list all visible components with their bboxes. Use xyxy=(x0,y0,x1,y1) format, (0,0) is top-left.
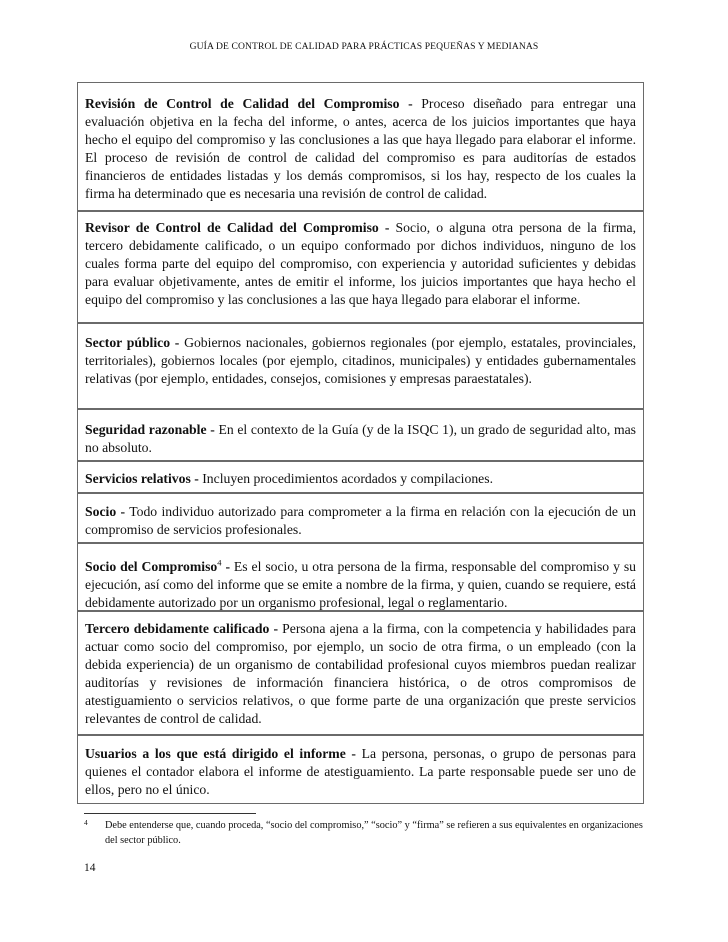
footnote-mark: 4 xyxy=(84,818,88,827)
glossary-term: Seguridad razonable - xyxy=(85,422,215,437)
glossary-definition: Proceso diseñado para entregar una evaluación objetiva en la fecha del informe, o antes, acerca de los juicios importantes que haya hecho el equipo del compromiso y las conclusiones a las que haya llegado para elaborar el informe. El proceso de revisión de control de calidad del compromiso es para auditorías de estados financieros de entidades listadas y los demás compromisos, si los hay, respecto de los cuales la firma ha determinado que es necesaria una revisión de control de calidad. xyxy=(85,96,636,201)
glossary-definition: Gobiernos nacionales, gobiernos regionales (por ejemplo, estatales, provinciales, territoriales), gobiernos locales (por ejemplo, citadinos, municipales) y entidades gubernamentales relativas (por ejemplo, entidades, consejos, comisiones y empresas paraestatales). xyxy=(85,335,636,386)
footnote-separator xyxy=(84,813,256,814)
glossary-definition: Todo individuo autorizado para comprometer a la firma en relación con la ejecución de un compromiso de servicios profesionales. xyxy=(85,504,636,537)
glossary-term: Usuarios a los que está dirigido el informe - xyxy=(85,746,356,761)
glossary-entry xyxy=(78,492,643,542)
glossary-entry xyxy=(78,210,643,322)
running-header: GUÍA DE CONTROL DE CALIDAD PARA PRÁCTICAS PEQUEÑAS Y MEDIANAS xyxy=(189,41,539,52)
glossary-definition: En el contexto de la Guía (y de la ISQC 1), un grado de seguridad alto, mas no absoluto. xyxy=(85,422,636,455)
glossary-definition: Persona ajena a la firma, con la competencia y habilidades para actuar como socio del compromiso, por ejemplo, un socio de otra firma, o un empleado (con la debida experiencia) de un organismo de contabilidad profesional cuyos miembros puedan realizar auditorías y revisiones de información financiera histórica, o de otros compromisos de atestiguamiento o servicios relativos, o que forme parte de una organización que preste servicios relevantes de control de calidad. xyxy=(85,621,636,726)
glossary-term: Revisor de Control de Calidad del Compromiso - xyxy=(85,220,390,235)
glossary-term: Sector público - xyxy=(85,335,180,350)
glossary-definition: Incluyen procedimientos acordados y compilaciones. xyxy=(198,471,493,486)
footnote xyxy=(84,818,644,848)
glossary-table xyxy=(77,82,644,804)
glossary-definition-body: Es el socio, u otra persona de la firma, responsable del compromiso y su ejecución, así como del informe que se emite a nombre de la firma, y quien, cuando se requiere, está debidamente autorizado por un organismo profesional, legal o reglamentario. xyxy=(85,559,636,610)
glossary-term: Socio del Compromiso xyxy=(85,559,218,574)
footnote-reference[interactable]: 4 xyxy=(217,557,222,568)
glossary-entry xyxy=(78,734,643,803)
glossary-term: Tercero debidamente calificado - xyxy=(85,621,279,636)
glossary-definition: La persona, personas, o grupo de personas para quienes el contador elabora el informe de atestiguamiento. La parte responsable puede ser uno de ellos, pero no el único. xyxy=(85,746,636,797)
glossary-entry xyxy=(78,408,643,460)
glossary-entry xyxy=(78,83,643,210)
glossary-term: Revisión de Control de Calidad del Compromiso - xyxy=(85,96,413,111)
page-number: 14 xyxy=(84,862,96,874)
glossary-entry xyxy=(78,322,643,408)
glossary-entry xyxy=(78,610,643,734)
footnote-text: Debe entenderse que, cuando proceda, “socio del compromiso,” “socio” y “firma” se refieren a sus equivalentes en organizaciones del sector público. xyxy=(105,820,643,846)
glossary-entry xyxy=(78,460,643,492)
glossary-definition: Socio, o alguna otra persona de la firma, tercero debidamente calificado, o un equipo conformado por dichos individuos, ninguno de los cuales forma parte del equipo del compromiso, con experiencia y autoridad suficientes y debidas para evaluar objetivamente, antes de emitir el informe, los juicios importantes que haya hecho el equipo del compromiso y las conclusiones a las que haya llegado para elaborar el informe. xyxy=(85,220,636,307)
glossary-term: Servicios relativos - xyxy=(85,471,199,486)
glossary-entry xyxy=(78,542,643,610)
glossary-definition: - Es el socio, u otra persona de la firma, responsable del compromiso y su ejecución, así como del informe que se emite a nombre de la firma, y quien, cuando se requiere, está debidamente autorizado por un organismo profesional, legal o reglamentario. xyxy=(85,559,636,610)
glossary-term: Socio - xyxy=(85,504,126,519)
